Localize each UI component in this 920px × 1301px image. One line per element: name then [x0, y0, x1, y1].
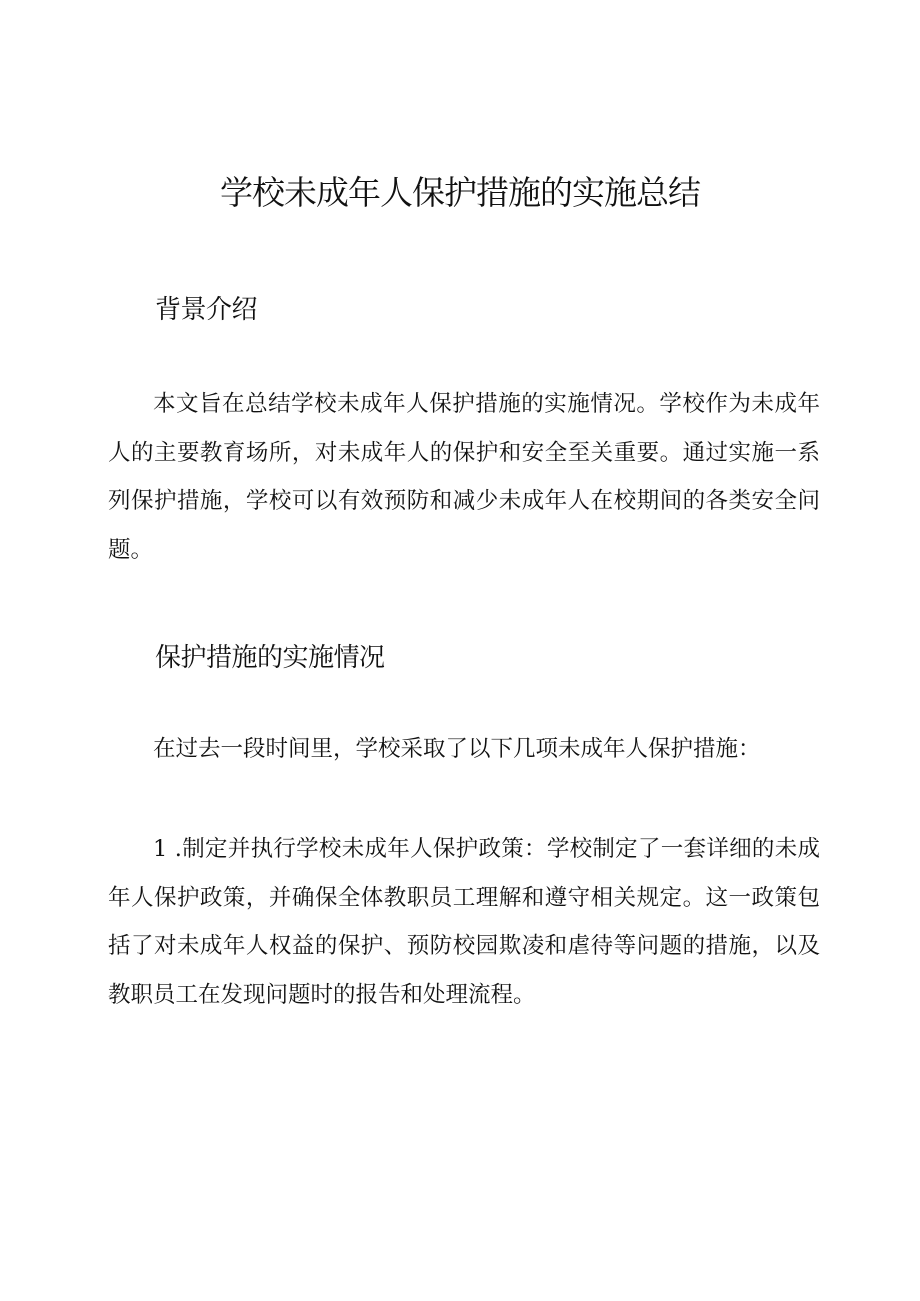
section-heading-implementation: 保护措施的实施情况: [155, 643, 385, 673]
section-heading-background: 背景介绍: [155, 295, 258, 325]
implementation-intro-paragraph: 在过去一段时间里，学校采取了以下几项未成年人保护措施：: [153, 736, 761, 762]
document-title: 学校未成年人保护措施的实施总结: [220, 173, 700, 212]
background-paragraph: 本文旨在总结学校未成年人保护措施的实施情况。学校作为未成年人的主要教育场所，对未成年人的保护和安全至关重要。通过实施一系列保护措施，学校可以有效预防和减少未成年人在校期间的各类安全问题。: [108, 391, 820, 563]
measure-item-1: 1 .制定并执行学校未成年人保护政策：学校制定了一套详细的未成年人保护政策，并确保全体教职员工理解和遵守相关规定。这一政策包括了对未成年人权益的保护、预防校园欺凌和虐待等问题的措施，以及教职员工在发现问题时的报告和处理流程。: [108, 836, 820, 1008]
